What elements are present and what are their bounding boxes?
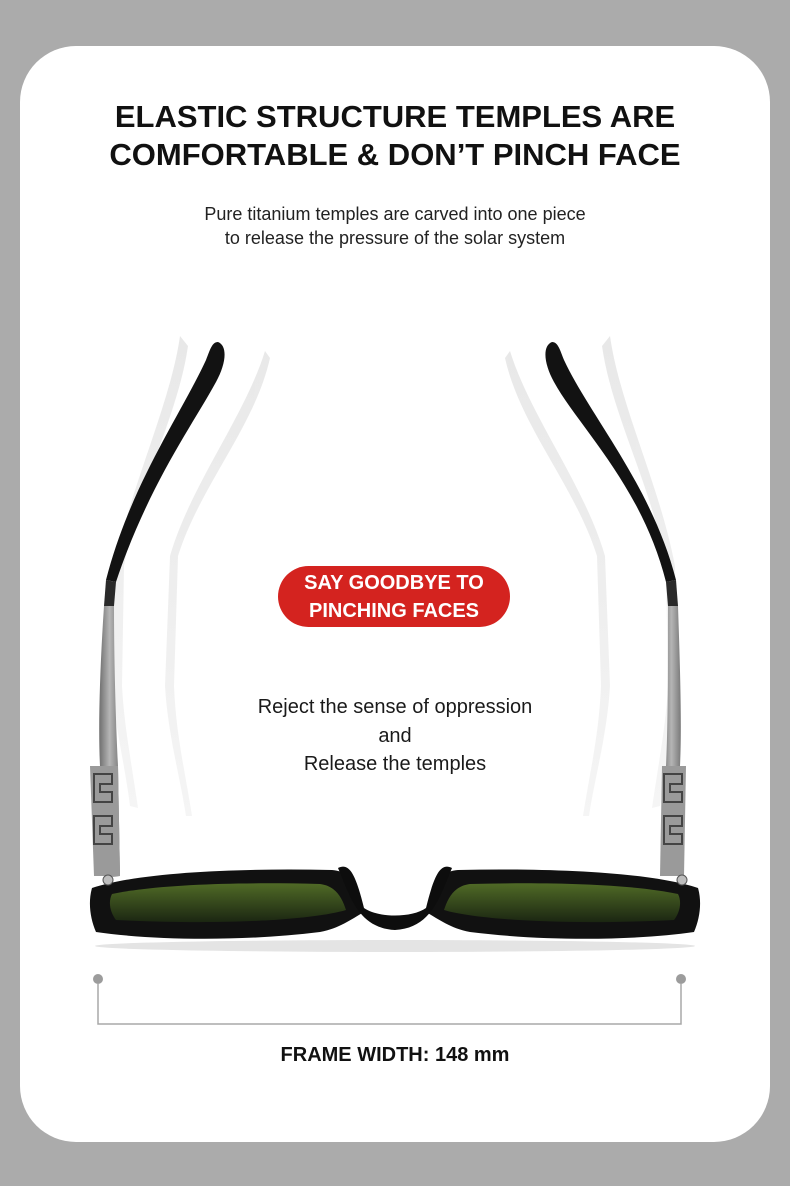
product-card bbox=[20, 46, 770, 1142]
pinch-badge bbox=[278, 566, 510, 627]
message-line-3: Release the temples bbox=[303, 753, 487, 775]
message-line-2: and bbox=[378, 725, 412, 747]
subtitle-line-1: Pure titanium temples are carved into one piece bbox=[204, 204, 586, 224]
headline-line-2: COMFORTABLE & DON’T PINCH FACE bbox=[109, 137, 681, 172]
message-line-1: Reject the sense of oppression bbox=[257, 696, 533, 718]
subtitle-line-2: to release the pressure of the solar system bbox=[224, 228, 566, 248]
right-temple bbox=[545, 342, 686, 876]
badge-line-2: PINCHING FACES bbox=[308, 600, 480, 622]
frame-width-text bbox=[20, 1041, 770, 1069]
headline-line-1: ELASTIC STRUCTURE TEMPLES ARE bbox=[114, 99, 676, 134]
frame-width-label: FRAME WIDTH: bbox=[280, 1044, 430, 1066]
glasses-front-frame bbox=[90, 867, 700, 952]
left-temple bbox=[90, 342, 225, 878]
frame-width-value: 148 mm bbox=[434, 1044, 510, 1066]
badge-line-1: SAY GOODBYE TO bbox=[304, 572, 484, 594]
